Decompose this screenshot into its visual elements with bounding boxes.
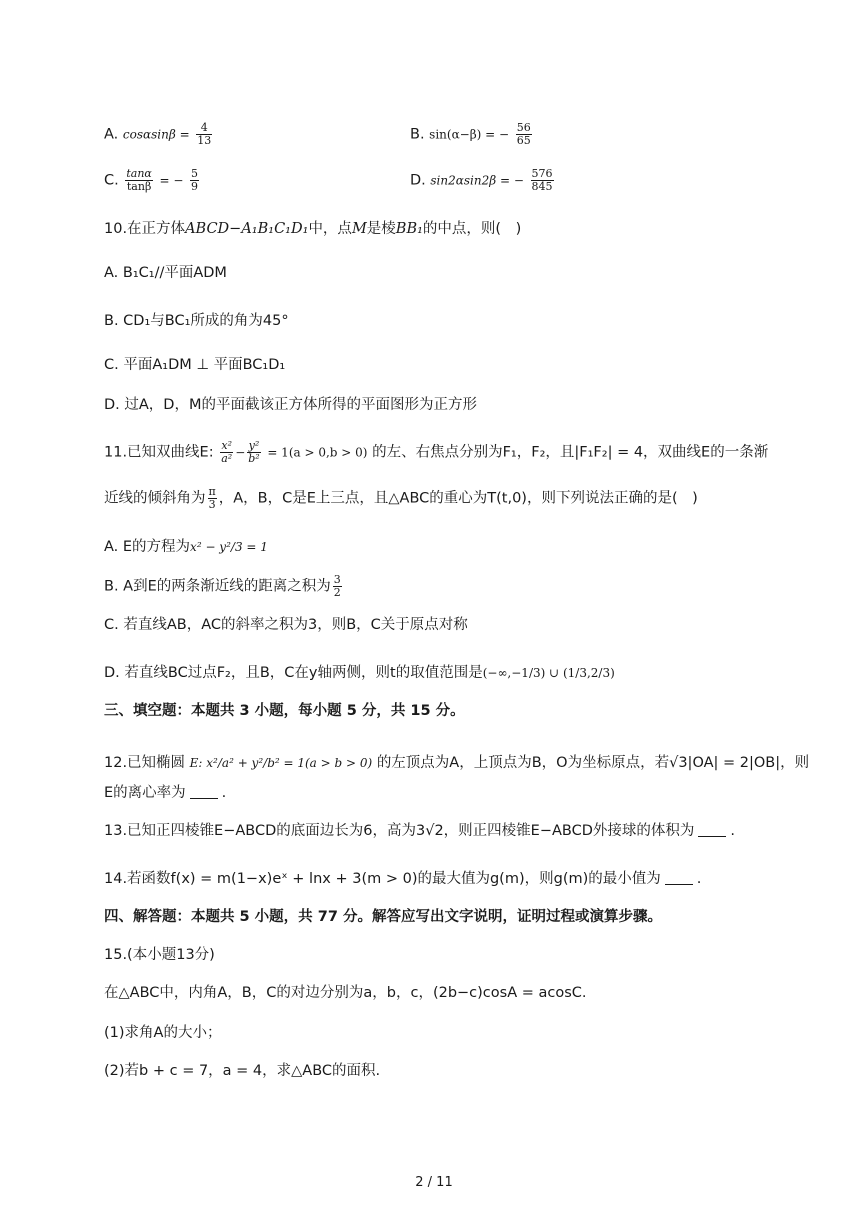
q11-stem-line2 [104,486,698,511]
q11-option-b [104,574,344,599]
q15-title: 15.(本小题13分) [104,947,215,963]
q10-stem [104,218,521,240]
denominator: 9 [191,180,198,193]
numerator: 3 [333,573,341,586]
denominator: 65 [516,134,531,147]
q10-option-b: B. CD₁与BC₁所成的角为45° [104,313,289,329]
q11-option-c: C. 若直线AB，AC的斜率之积为3，则B，C关于原点对称 [104,617,468,633]
text: 的中点，则( ) [422,221,522,237]
q9-option-c [104,168,201,193]
option-label: D. [410,172,426,189]
text: . [221,785,227,801]
text: 是棱 [366,221,396,237]
text: ，A，B，C是E上三点，且△ABC的重心为T(t,0)，则下列说法正确的是( ) [218,490,698,507]
fraction [196,122,212,147]
text: A. E的方程为 [104,539,191,555]
page-number: 2 / 11 [415,1175,453,1190]
math: M [351,221,367,237]
math: x² − y²/3 = 1 [190,540,268,554]
fraction [333,574,342,599]
q9-option-a [104,122,214,147]
q10-option-c: C. 平面A₁DM ⊥ 平面BC₁D₁ [104,357,286,373]
q15-part-2: (2)若b + c = 7，a = 4，求△ABC的面积. [104,1063,381,1079]
fraction [125,168,153,193]
option-label: C. [104,172,119,189]
fraction: $\frac{\text{y²}}{\text{b²}}$ [248,439,260,465]
q10-option-a: A. B₁C₁//平面ADM [104,265,227,281]
denominator: 2 [333,586,341,599]
text: 的左顶点为A，上顶点为B，O为坐标原点，若√3|OA| = 2|OB|，则 [376,755,810,771]
section-heading-4: 四、解答题：本题共 5 小题，共 77 分。解答应写出文字说明，证明过程或演算步骤。 [104,909,662,925]
fraction [531,168,554,193]
numerator: 576 [531,167,553,180]
text: B. A到E的两条渐近线的距离之积为 [104,578,331,595]
text: 13.已知正四棱锥E−ABCD的底面边长为6，高为3√2，则正四棱锥E−ABCD外接球的体积为 [104,823,695,839]
text: 的左、右焦点分别为F₁，F₂，且|F₁F₂| = 4，双曲线E的一条渐 [372,444,769,461]
option-label: A. [104,126,119,143]
fraction [208,486,217,511]
numerator: 56 [516,121,531,134]
option-expr: = − [159,173,184,188]
text: D. 若直线BC过点F₂，且B，C在y轴两侧，则t的取值范围是 [104,665,483,681]
math: = 1(a > 0,b > 0) [267,445,368,460]
option-expr: sin(α−β) = − [429,127,510,142]
answer-blank[interactable] [698,822,726,837]
denominator: 3 [208,498,216,511]
denominator: 13 [197,134,212,147]
numerator: 5 [191,167,198,180]
q13-stem [104,820,735,842]
math: ABCD−A₁B₁C₁D₁ [185,221,309,237]
section-heading-3: 三、填空题：本题共 3 小题，每小题 5 分，共 15 分。 [104,703,465,719]
q14-stem [104,868,701,890]
text: 近线的倾斜角为 [104,490,206,507]
q15-part-1: (1)求角A的大小； [104,1025,222,1041]
q9-option-d [410,168,556,193]
option-label: B. [410,126,425,143]
q12-line2 [104,782,226,804]
fraction [516,122,532,147]
denominator: 845 [531,180,553,193]
q15-stem: 在△ABC中，内角A，B，C的对边分别为a，b，c，(2b−c)cosA = acosC. [104,985,587,1001]
q10-option-d: D. 过A，D，M的平面截该正方体所得的平面图形为正方形 [104,397,477,413]
text: 12.已知椭圆 [104,755,186,771]
fraction [190,168,199,193]
numerator: 4 [196,122,212,135]
text: E的离心率为 [104,785,186,801]
math: (−∞,−1/3) ∪ (1/3,2/3) [482,666,615,680]
q9-option-b [410,122,534,147]
q12-stem [104,752,809,774]
text: 14.若函数f(x) = m(1−x)eˣ + lnx + 3(m > 0)的最大值为g(m)，则g(m)的最小值为 [104,871,661,887]
option-expr: sin2αsin2β = − [430,173,524,188]
q11-stem: 11.已知双曲线E: $\frac{\text{x²}}{\text{a²}}$ − $\frac{\text{y²}}{\text{b²}}$ = 1(a > 0,b > 0) 的左、右焦点分别为F₁，F₂，且|F₁F₂| = 4，双曲线E的一条渐 [104,439,769,465]
text: 11.已知双曲线E: [104,444,214,461]
answer-blank[interactable] [665,870,693,885]
option-expr: cosαsinβ = [122,127,190,142]
numerator: π [208,485,216,498]
q11-option-a [104,536,268,558]
math: BB₁ [395,221,423,237]
numerator: tanα [126,167,152,180]
text: 10.在正方体 [104,221,186,237]
math: E: x²/a² + y²/b² = 1(a > b > 0) [189,756,373,770]
fraction: $\frac{\text{x²}}{\text{a²}}$ [221,439,233,465]
answer-blank[interactable] [190,784,218,799]
q11-option-d [104,662,615,684]
denominator: tanβ [126,180,152,193]
text: 中，点 [308,221,352,237]
text: . [696,871,702,887]
text: . [730,823,736,839]
